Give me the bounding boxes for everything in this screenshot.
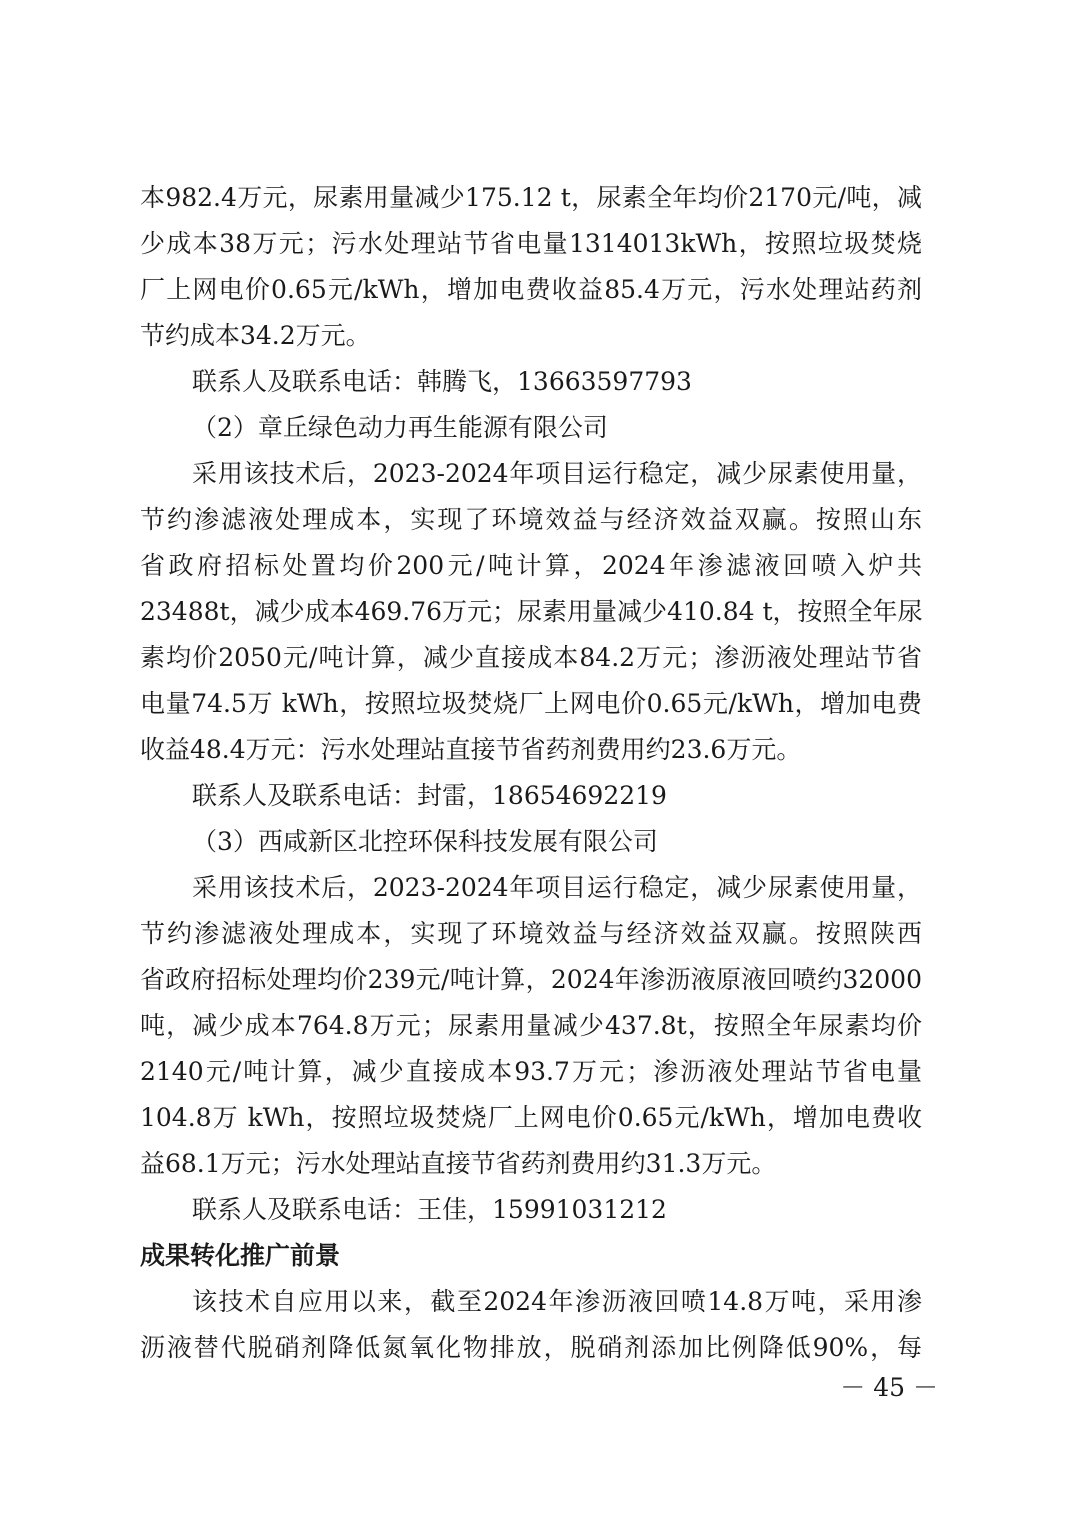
section-heading: 成果转化推广前景 <box>140 1241 341 1270</box>
paragraph-1-line-1: 本982.4万元，尿素用量减少175.12 t，尿素全年均价2170元/吨，减 <box>140 183 922 212</box>
contact-line-1: 联系人及联系电话：韩腾飞，13663597793 <box>192 367 692 396</box>
paragraph-3-line-4: 吨，减少成本764.8万元；尿素用量减少437.8t，按照全年尿素均价 <box>140 1011 922 1040</box>
paragraph-3-line-5: 2140元/吨计算，减少直接成本93.7万元；渗沥液处理站节省电量 <box>140 1057 922 1086</box>
company-heading-3: （3）西咸新区北控环保科技发展有限公司 <box>192 827 658 856</box>
paragraph-2-line-6: 电量74.5万 kWh，按照垃圾焚烧厂上网电价0.65元/kWh，增加电费 <box>140 689 922 718</box>
paragraph-1-line-3: 厂上网电价0.65元/kWh，增加电费收益85.4万元，污水处理站药剂 <box>140 275 922 304</box>
paragraph-3-line-2: 节约渗滤液处理成本，实现了环境效益与经济效益双赢。按照陕西 <box>140 919 922 948</box>
final-paragraph-line-1: 该技术自应用以来，截至2024年渗沥液回喷14.8万吨，采用渗 <box>192 1287 922 1316</box>
paragraph-3-line-3: 省政府招标处理均价239元/吨计算，2024年渗沥液原液回喷约32000 <box>140 965 922 994</box>
company-heading-2: （2）章丘绿色动力再生能源有限公司 <box>192 413 608 442</box>
paragraph-1-line-4: 节约成本34.2万元。 <box>140 321 371 350</box>
paragraph-1-line-2: 少成本38万元；污水处理站节省电量1314013kWh，按照垃圾焚烧 <box>140 229 922 258</box>
paragraph-2-line-4: 23488t，减少成本469.76万元；尿素用量减少410.84 t，按照全年尿 <box>140 597 923 626</box>
contact-line-2: 联系人及联系电话：封雷，18654692219 <box>192 781 667 810</box>
paragraph-3-line-1: 采用该技术后，2023-2024年项目运行稳定，减少尿素使用量， <box>192 873 922 902</box>
contact-line-3: 联系人及联系电话：王佳，15991031212 <box>192 1195 667 1224</box>
paragraph-2-line-1: 采用该技术后，2023-2024年项目运行稳定，减少尿素使用量， <box>192 459 922 488</box>
final-paragraph-line-2: 沥液替代脱硝剂降低氮氧化物排放，脱硝剂添加比例降低90%，每 <box>140 1333 922 1362</box>
paragraph-3-line-6: 104.8万 kWh，按照垃圾焚烧厂上网电价0.65元/kWh，增加电费收 <box>140 1103 922 1132</box>
paragraph-2-line-3: 省政府招标处置均价200元/吨计算，2024年渗滤液回喷入炉共 <box>140 551 922 580</box>
paragraph-2-line-2: 节约渗滤液处理成本，实现了环境效益与经济效益双赢。按照山东 <box>140 505 922 534</box>
paragraph-3-line-7: 益68.1万元；污水处理站直接节省药剂费用约31.3万元。 <box>140 1149 777 1178</box>
page-number: － 45 － <box>840 1373 938 1402</box>
paragraph-2-line-5: 素均价2050元/吨计算，减少直接成本84.2万元；渗沥液处理站节省 <box>140 643 922 672</box>
paragraph-2-line-7: 收益48.4万元：污水处理站直接节省药剂费用约23.6万元。 <box>140 735 802 764</box>
